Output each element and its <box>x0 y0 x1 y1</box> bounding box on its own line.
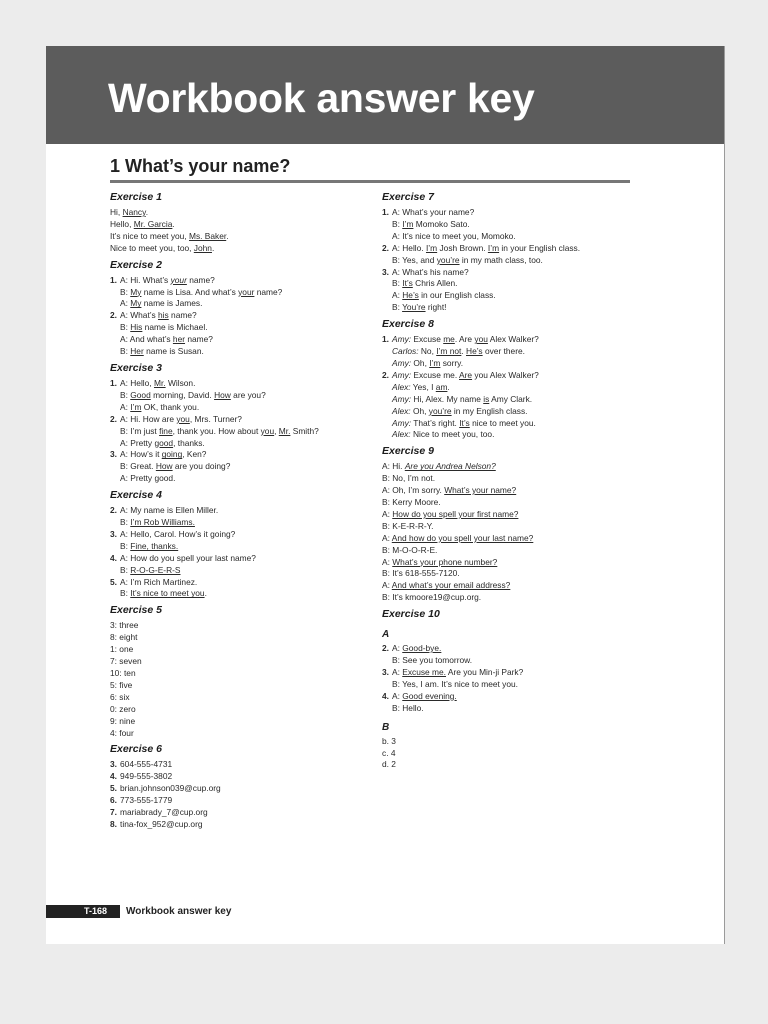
answer-text: B: It’s 618-555-7120. <box>382 568 460 579</box>
exercise-section <box>110 742 370 830</box>
exercise-section <box>110 258 370 358</box>
answer-text: B: My name is Lisa. And what’s your name? <box>120 286 283 297</box>
answer-text: Alex: Oh, you’re in my English class. <box>392 405 528 416</box>
answer-line <box>110 378 370 390</box>
item-number: 3. <box>110 759 117 770</box>
answer-text: A: Hello, Mr. Wilson. <box>120 377 196 388</box>
exercise-heading: Exercise 1 <box>110 191 162 203</box>
answer-text: 10: ten <box>110 668 136 678</box>
answer-text: B: Good morning, David. How are you? <box>120 389 266 400</box>
answer-line <box>110 298 370 310</box>
answer-text: Amy: Oh, I’m sorry. <box>392 357 464 368</box>
item-number: 1. <box>110 274 117 285</box>
item-number: 7. <box>110 807 117 818</box>
answer-text: B: I’m Momoko Sato. <box>392 218 470 229</box>
answer-line <box>110 819 370 831</box>
answer-text: A: Oh, I’m sorry. What’s your name? <box>382 485 517 496</box>
answer-line <box>382 255 642 267</box>
answer-text: B: No, I’m not. <box>382 473 436 484</box>
answer-text: 8: eight <box>110 632 138 643</box>
answer-line <box>382 394 642 406</box>
answer-text: A: How do you spell your last name? <box>120 552 256 563</box>
answer-line <box>110 207 370 219</box>
answer-line <box>110 632 370 644</box>
answer-text: B: Great. How are you doing? <box>120 461 231 472</box>
answer-line <box>382 334 642 346</box>
answer-text: A: How do you spell your first name? <box>382 508 519 519</box>
answer-text: A: Good evening. <box>392 690 457 701</box>
unit-title: 1 What’s your name? <box>110 156 291 176</box>
item-number: 2. <box>110 505 117 516</box>
answer-text: A: Hi. What’s your name? <box>120 274 215 285</box>
answer-text: 949-555-3802 <box>120 771 173 782</box>
answer-line <box>382 545 642 557</box>
answer-text: Amy: Excuse me. Are you Alex Walker? <box>392 334 539 345</box>
answer-line <box>110 449 370 461</box>
answer-text: 1: one <box>110 644 134 655</box>
answer-text: B: I’m just fine, thank you. How about you, Mr. Smith? <box>120 425 319 436</box>
answer-line <box>110 704 370 716</box>
answer-text: B: It’s nice to meet you. <box>120 588 207 599</box>
answer-line <box>382 667 642 679</box>
answer-text: A: Hi. How are you, Mrs. Turner? <box>120 413 242 424</box>
answer-line <box>110 680 370 692</box>
answer-text: A: What’s your phone number? <box>382 556 498 567</box>
answer-line <box>382 557 642 569</box>
answer-text: 9: nine <box>110 715 136 726</box>
answer-line <box>382 643 642 655</box>
answer-text: A: And what’s her name? <box>120 334 213 345</box>
item-number: 5. <box>110 576 117 587</box>
exercise-heading: Exercise 6 <box>110 743 162 756</box>
answer-line <box>110 795 370 807</box>
answer-line <box>110 577 370 589</box>
item-number: 2. <box>382 643 389 654</box>
exercise-section <box>382 607 642 771</box>
answer-text: A: Hello, Carol. How’s it going? <box>120 528 236 539</box>
footer-bar <box>46 905 120 918</box>
answer-line <box>382 243 642 255</box>
exercise-section <box>382 317 642 441</box>
item-number: 6. <box>110 795 117 806</box>
answer-text: Carlos: No, I’m not. He’s over there. <box>392 346 525 357</box>
answer-line <box>382 461 642 473</box>
answer-line <box>110 620 370 632</box>
answer-line <box>382 521 642 533</box>
answer-line <box>382 533 642 545</box>
left-column <box>110 187 370 831</box>
answer-text: Alex: Nice to meet you, too. <box>392 429 495 440</box>
exercise-heading: Exercise 3 <box>110 361 162 374</box>
page-title: Workbook answer key <box>108 75 535 121</box>
answer-line <box>110 807 370 819</box>
answer-text: B: See you tomorrow. <box>392 655 473 666</box>
answer-text: tina-fox_952@cup.org <box>120 818 203 829</box>
answer-text: A: My name is Ellen Miller. <box>120 505 219 516</box>
item-number: 2. <box>382 242 389 253</box>
answer-text: 6: six <box>110 691 130 702</box>
answer-line <box>382 219 642 231</box>
answer-text: Amy: Excuse me. Are you Alex Walker? <box>392 369 539 380</box>
answer-line <box>110 541 370 553</box>
answer-line <box>382 207 642 219</box>
answer-line <box>110 759 370 771</box>
answer-text: Amy: That’s right. It’s nice to meet you. <box>392 417 536 428</box>
answer-text: B: His name is Michael. <box>120 322 208 333</box>
answer-line <box>110 402 370 414</box>
answer-text: A: Pretty good. <box>120 473 176 484</box>
answer-line <box>382 736 642 748</box>
answer-text: 604-555-4731 <box>120 759 173 770</box>
answer-line <box>110 644 370 656</box>
answer-line <box>110 287 370 299</box>
answer-text: B: K-E-R-R-Y. <box>382 520 434 531</box>
exercise-heading: Exercise 7 <box>382 191 434 203</box>
answer-text: B: R-O-G-E-R-S <box>120 564 181 575</box>
answer-line <box>110 473 370 485</box>
answer-text: 3: three <box>110 620 139 631</box>
answer-line <box>382 473 642 485</box>
answer-text: B: Kerry Moore. <box>382 497 441 508</box>
answer-line <box>382 382 642 394</box>
answer-line <box>382 370 642 382</box>
exercise-heading: Exercise 10 <box>382 608 440 621</box>
answer-line <box>110 426 370 438</box>
part-label: A <box>382 629 390 641</box>
answer-line <box>110 390 370 402</box>
answer-text: B: I’m Rob Williams. <box>120 517 195 528</box>
exercise-heading: Exercise 8 <box>382 318 434 331</box>
item-number: 4. <box>382 690 389 701</box>
answer-text: A: What’s his name? <box>120 310 197 321</box>
exercise-section <box>382 190 642 314</box>
answer-text: Nice to meet you, too, John. <box>110 242 215 253</box>
page-number: T-168 <box>84 906 108 916</box>
answer-text: Amy: Hi, Alex. My name is Amy Clark. <box>392 393 533 404</box>
answer-line <box>382 231 642 243</box>
answer-line <box>382 703 642 715</box>
answer-line <box>110 668 370 680</box>
answer-line <box>382 497 642 509</box>
answer-line <box>110 461 370 473</box>
page-footer <box>46 905 446 918</box>
answer-line <box>110 231 370 243</box>
part-label: B <box>382 721 390 733</box>
answer-line <box>382 679 642 691</box>
answer-line <box>110 656 370 668</box>
answer-line <box>110 310 370 322</box>
answer-text: A: What’s his name? <box>392 266 469 277</box>
answer-text: B: Hello. <box>392 702 424 713</box>
answer-line <box>110 517 370 529</box>
answer-line <box>382 406 642 418</box>
answer-text: A: How’s it going, Ken? <box>120 449 207 460</box>
answer-line <box>382 580 642 592</box>
answer-line <box>382 267 642 279</box>
exercise-section <box>110 361 370 485</box>
answer-text: A: What’s your name? <box>392 207 475 217</box>
item-number: 1. <box>382 207 389 217</box>
answer-line <box>110 346 370 358</box>
answer-text: brian.johnson039@cup.org <box>120 783 221 794</box>
answer-line <box>382 278 642 290</box>
answer-text: A: Hi. Are you Andrea Nelson? <box>382 461 496 472</box>
answer-line <box>110 322 370 334</box>
answer-text: A: Excuse me. Are you Min-ji Park? <box>392 667 524 677</box>
answer-line <box>110 692 370 704</box>
answer-line <box>382 358 642 370</box>
item-number: 1. <box>382 334 389 345</box>
answer-line <box>382 290 642 302</box>
answer-text: b. 3 <box>382 735 396 746</box>
exercise-heading: Exercise 2 <box>110 258 162 271</box>
answer-text: A: I’m OK, thank you. <box>120 401 200 412</box>
answer-text: A: I’m Rich Martinez. <box>120 576 198 587</box>
answer-line <box>110 275 370 287</box>
item-number: 4. <box>110 552 117 563</box>
answer-text: B: Yes, and you’re in my math class, too. <box>392 254 543 265</box>
item-number: 3. <box>110 528 117 539</box>
answer-text: A: He’s in our English class. <box>392 290 496 301</box>
answer-line <box>110 553 370 565</box>
answer-line <box>382 568 642 580</box>
title-banner <box>46 46 724 144</box>
footer-title: Workbook answer key <box>126 906 232 917</box>
answer-line <box>382 759 642 771</box>
answer-text: A: Hello. I’m Josh Brown. I’m in your English class. <box>392 242 581 253</box>
answer-text: B: You’re right! <box>392 302 447 313</box>
unit-title-rule <box>110 180 630 183</box>
answer-line <box>382 302 642 314</box>
answer-text: 5: five <box>110 679 133 690</box>
answer-text: A: It’s nice to meet you, Momoko. <box>392 230 516 241</box>
answer-line <box>110 771 370 783</box>
item-number: 4. <box>110 771 117 782</box>
answer-text: Alex: Yes, I am. <box>392 381 450 392</box>
item-number: 1. <box>110 377 117 388</box>
item-number: 2. <box>110 413 117 424</box>
answer-text: It’s nice to meet you, Ms. Baker. <box>110 230 229 241</box>
answer-line <box>382 509 642 521</box>
answer-line <box>382 592 642 604</box>
exercise-heading: Exercise 5 <box>110 604 162 617</box>
answer-text: Hello, Mr. Garcia. <box>110 218 175 229</box>
answer-line <box>382 655 642 667</box>
item-number: 3. <box>382 266 389 277</box>
item-number: 2. <box>382 369 389 380</box>
answer-text: B: It’s Chris Allen. <box>392 278 458 289</box>
item-number: 3. <box>110 449 117 460</box>
answer-text: 0: zero <box>110 703 136 714</box>
answer-text: B: Yes, I am. It’s nice to meet you. <box>392 678 518 689</box>
answer-line <box>382 346 642 358</box>
answer-line <box>110 334 370 346</box>
answer-line <box>110 565 370 577</box>
answer-text: B: It’s kmoore19@cup.org. <box>382 592 482 603</box>
answer-text: A: My name is James. <box>120 298 203 309</box>
exercise-heading: Exercise 4 <box>110 489 162 502</box>
answer-line <box>110 243 370 255</box>
exercise-section <box>110 603 370 739</box>
answer-text: B: Fine, thanks. <box>120 540 179 551</box>
answer-text: d. 2 <box>382 759 396 770</box>
answer-text: A: And what’s your email address? <box>382 580 511 591</box>
answer-line <box>110 783 370 795</box>
answer-line <box>382 748 642 760</box>
answer-line <box>110 505 370 517</box>
answer-text: 4: four <box>110 727 134 738</box>
answer-line <box>382 485 642 497</box>
answer-text: B: M-O-O-R-E. <box>382 544 438 555</box>
answer-line <box>110 219 370 231</box>
exercise-heading: Exercise 9 <box>382 445 434 458</box>
answer-line <box>110 716 370 728</box>
answer-line <box>110 728 370 740</box>
answer-key-page <box>46 46 725 944</box>
item-number: 2. <box>110 310 117 321</box>
answer-line <box>382 418 642 430</box>
exercise-section <box>382 444 642 604</box>
answer-text: mariabrady_7@cup.org <box>120 807 208 818</box>
answer-line <box>110 438 370 450</box>
exercise-section <box>110 488 370 600</box>
answer-text: B: Her name is Susan. <box>120 346 204 357</box>
item-number: 8. <box>110 818 117 829</box>
right-column <box>382 187 642 771</box>
answer-text: c. 4 <box>382 747 396 758</box>
answer-line <box>110 529 370 541</box>
answer-text: A: Pretty good, thanks. <box>120 437 205 448</box>
answer-line <box>110 588 370 600</box>
answer-text: Hi, Nancy. <box>110 207 149 217</box>
answer-line <box>382 691 642 703</box>
item-number: 3. <box>382 667 389 677</box>
answer-line <box>382 429 642 441</box>
answer-line <box>110 414 370 426</box>
item-number: 5. <box>110 783 117 794</box>
exercise-section <box>110 190 370 255</box>
answer-text: A: And how do you spell your last name? <box>382 532 534 543</box>
answer-text: A: Good-bye. <box>392 643 442 654</box>
answer-text: 773-555-1779 <box>120 795 173 806</box>
answer-text: 7: seven <box>110 656 142 667</box>
